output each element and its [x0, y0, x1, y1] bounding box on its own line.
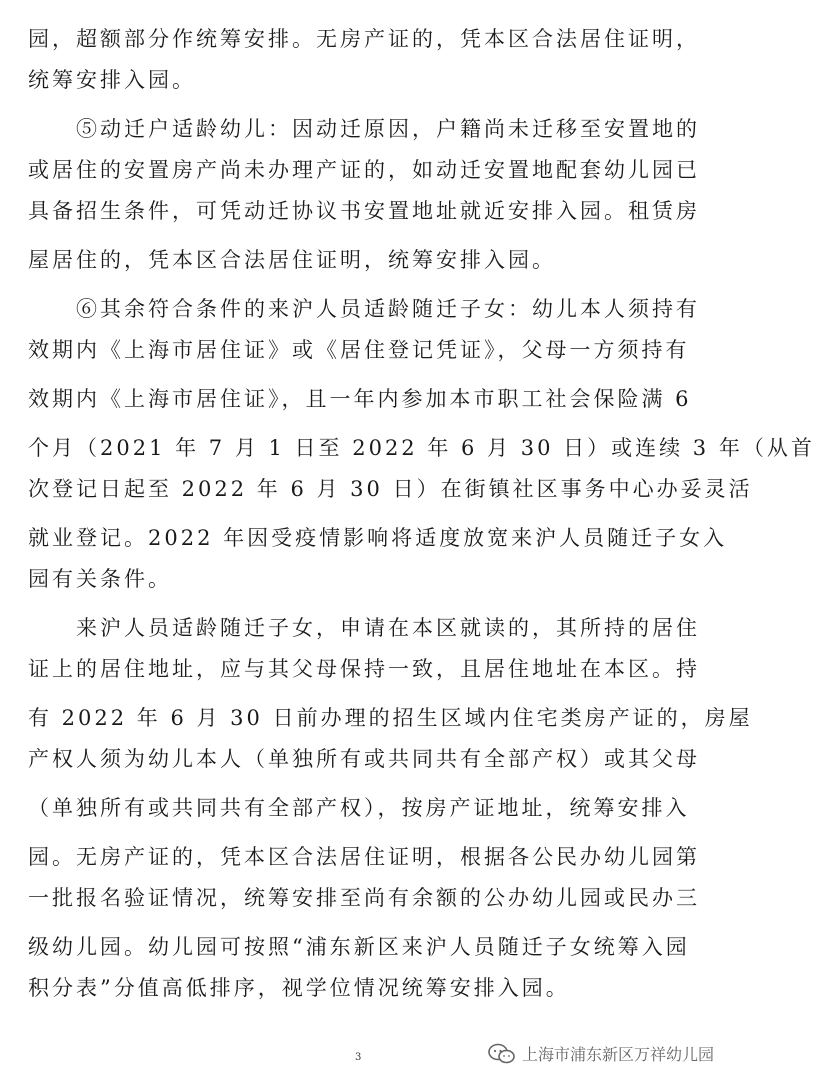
- text-line: 园有关条件。: [28, 567, 172, 591]
- text-line: 或居住的安置房产尚未办理产证的，如动迁安置地配套幼儿园已: [28, 158, 700, 182]
- text-line: 证上的居住地址，应与其父母保持一致，且居住地址在本区。持: [28, 657, 700, 681]
- text-line: 就业登记。2022 年因受疫情影响将适度放宽来沪人员随迁子女入: [28, 526, 728, 550]
- text-line: 级幼儿园。幼儿园可按照“浦东新区来沪人员随迁子女统筹入园: [28, 935, 690, 959]
- text-line: 园。无房产证的，凭本区合法居住证明，根据各公民办幼儿园第: [28, 845, 700, 869]
- text-line: 产权人须为幼儿本人（单独所有或共同共有全部产权）或其父母: [28, 747, 700, 771]
- text-line: ⑤动迁户适龄幼儿：因动迁原因，户籍尚未迁移至安置地的: [76, 117, 700, 141]
- wechat-icon: [488, 1043, 516, 1065]
- text-line: 效期内《上海市居住证》，且一年内参加本市职工社会保险满 6: [28, 387, 692, 411]
- text-line: 效期内《上海市居住证》或《居住登记凭证》，父母一方须持有: [28, 338, 690, 362]
- page-number: 3: [355, 1052, 362, 1063]
- text-line: 具备招生条件，可凭动迁协议书安置地址就近安排入园。租赁房: [28, 199, 700, 223]
- text-line: 来沪人员适龄随迁子女，申请在本区就读的，其所持的居住: [76, 616, 700, 640]
- text-line: 次登记日起至 2022 年 6 月 30 日）在街镇社区事务中心办妥灵活: [28, 477, 753, 501]
- text-line: 屋居住的，凭本区合法居住证明，统筹安排入园。: [28, 248, 556, 272]
- text-line: ⑥其余符合条件的来沪人员适龄随迁子女：幼儿本人须持有: [76, 297, 700, 321]
- watermark-text: 上海市浦东新区万祥幼儿园: [521, 1045, 714, 1064]
- watermark: [488, 1042, 714, 1065]
- text-line: 个月（2021 年 7 月 1 日至 2022 年 6 月 30 日）或连续 3 年（从首: [28, 436, 815, 460]
- text-line: 一批报名验证情况，统筹安排至尚有余额的公办幼儿园或民办三: [28, 886, 700, 910]
- text-line: 有 2022 年 6 月 30 日前办理的招生区域内住宅类房产证的，房屋: [28, 706, 753, 730]
- text-line: 园，超额部分作统筹安排。无房产证的，凭本区合法居住证明，: [28, 27, 700, 51]
- text-line: 积分表”分值高低排序，视学位情况统筹安排入园。: [28, 976, 570, 1000]
- text-line: （单独所有或共同共有全部产权），按房产证地址，统筹安排入: [28, 796, 690, 820]
- text-line: 统筹安排入园。: [28, 68, 196, 92]
